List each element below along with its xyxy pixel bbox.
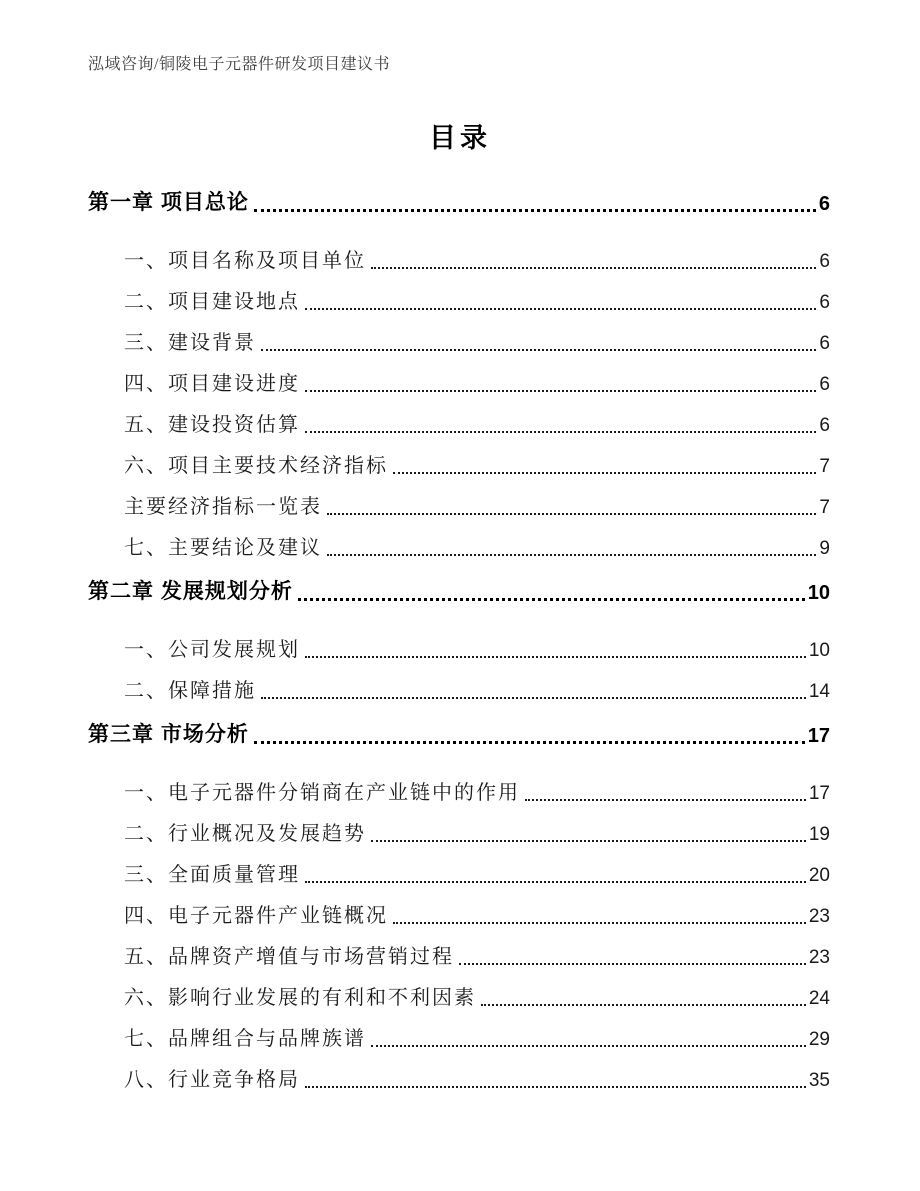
toc-entry-page: 10 [807, 582, 830, 604]
toc-chapter-3 [88, 720, 830, 1092]
toc-entry-label: 六、项目主要技术经济指标 [124, 455, 388, 477]
dot-leader [254, 741, 805, 744]
toc-chapter-heading[interactable] [88, 577, 830, 605]
dot-leader [305, 390, 816, 392]
toc-item[interactable] [88, 781, 830, 805]
toc-item[interactable] [88, 904, 830, 928]
toc-entry-label: 主要经济指标一览表 [124, 496, 322, 518]
toc-chapter-2 [88, 577, 830, 703]
toc-item[interactable] [88, 945, 830, 969]
dot-leader [371, 1045, 806, 1047]
toc-entry-page: 6 [819, 374, 830, 395]
dot-leader [254, 209, 816, 212]
toc-entry-page: 7 [819, 456, 830, 477]
toc-item[interactable] [88, 331, 830, 355]
dot-leader [305, 881, 806, 883]
toc-entry-page: 6 [819, 251, 830, 272]
toc-entry-label: 一、电子元器件分销商在产业链中的作用 [124, 782, 520, 804]
dot-leader [305, 1086, 806, 1088]
toc-entry-page: 23 [808, 947, 830, 968]
toc-entry-page: 17 [807, 725, 830, 747]
toc-item[interactable] [88, 536, 830, 560]
toc-entry-label: 五、品牌资产增值与市场营销过程 [124, 946, 454, 968]
toc-item[interactable] [88, 249, 830, 273]
toc-entry-label: 五、建设投资估算 [124, 414, 300, 436]
dot-leader [459, 963, 806, 965]
toc-item[interactable] [88, 638, 830, 662]
table-of-contents [88, 186, 830, 1109]
toc-item[interactable] [88, 454, 830, 478]
toc-item[interactable] [88, 1068, 830, 1092]
toc-chapter-heading[interactable] [88, 188, 830, 216]
toc-item[interactable] [88, 679, 830, 703]
toc-entry-label: 二、项目建设地点 [124, 291, 300, 313]
toc-entry-page: 24 [808, 988, 830, 1009]
toc-item[interactable] [88, 372, 830, 396]
toc-entry-page: 14 [808, 681, 830, 702]
page-title: 目录 [429, 123, 491, 153]
toc-item[interactable] [88, 495, 830, 519]
toc-entry-page: 6 [819, 333, 830, 354]
toc-entry-page: 7 [819, 497, 830, 518]
toc-entry-page: 23 [808, 906, 830, 927]
toc-entry-label: 八、行业竞争格局 [124, 1069, 300, 1091]
toc-entry-label: 一、项目名称及项目单位 [124, 250, 366, 272]
toc-entry-label: 七、品牌组合与品牌族谱 [124, 1028, 366, 1050]
toc-entry-page: 35 [808, 1070, 830, 1091]
toc-entry-label: 七、主要结论及建议 [124, 537, 322, 559]
toc-entry-label: 一、公司发展规划 [124, 639, 300, 661]
dot-leader [393, 472, 816, 474]
toc-chapter-heading[interactable] [88, 720, 830, 748]
toc-entry-page: 6 [819, 292, 830, 313]
dot-leader [481, 1004, 806, 1006]
toc-entry-page: 29 [808, 1029, 830, 1050]
toc-entry-label: 四、项目建设进度 [124, 373, 300, 395]
toc-entry-label: 三、建设背景 [124, 332, 256, 354]
toc-entry-page: 10 [808, 640, 830, 661]
toc-entry-page: 6 [818, 193, 830, 215]
toc-entry-label: 二、行业概况及发展趋势 [124, 823, 366, 845]
dot-leader [525, 799, 806, 801]
dot-leader [305, 656, 806, 658]
toc-chapter-1 [88, 188, 830, 560]
dot-leader [327, 554, 816, 556]
toc-entry-label: 第一章 项目总论 [88, 191, 249, 214]
dot-leader [371, 267, 816, 269]
toc-entry-label: 第二章 发展规划分析 [88, 580, 293, 603]
toc-entry-label: 六、影响行业发展的有利和不利因素 [124, 987, 476, 1009]
dot-leader [305, 431, 816, 433]
toc-entry-label: 四、电子元器件产业链概况 [124, 905, 388, 927]
toc-entry-page: 17 [808, 783, 830, 804]
toc-item[interactable] [88, 290, 830, 314]
toc-entry-label: 二、保障措施 [124, 680, 256, 702]
dot-leader [261, 349, 816, 351]
dot-leader [327, 513, 816, 515]
toc-item[interactable] [88, 1027, 830, 1051]
dot-leader [393, 922, 806, 924]
toc-entry-label: 第三章 市场分析 [88, 723, 249, 746]
toc-entry-page: 20 [808, 865, 830, 886]
dot-leader [261, 697, 806, 699]
toc-item[interactable] [88, 863, 830, 887]
document-header: 泓域咨询/铜陵电子元器件研发项目建议书 [88, 56, 390, 73]
toc-entry-page: 6 [819, 415, 830, 436]
toc-item[interactable] [88, 822, 830, 846]
dot-leader [305, 308, 816, 310]
dot-leader [298, 598, 805, 601]
toc-item[interactable] [88, 986, 830, 1010]
toc-entry-page: 19 [808, 824, 830, 845]
toc-entry-label: 三、全面质量管理 [124, 864, 300, 886]
dot-leader [371, 840, 806, 842]
toc-entry-page: 9 [819, 538, 830, 559]
toc-item[interactable] [88, 413, 830, 437]
